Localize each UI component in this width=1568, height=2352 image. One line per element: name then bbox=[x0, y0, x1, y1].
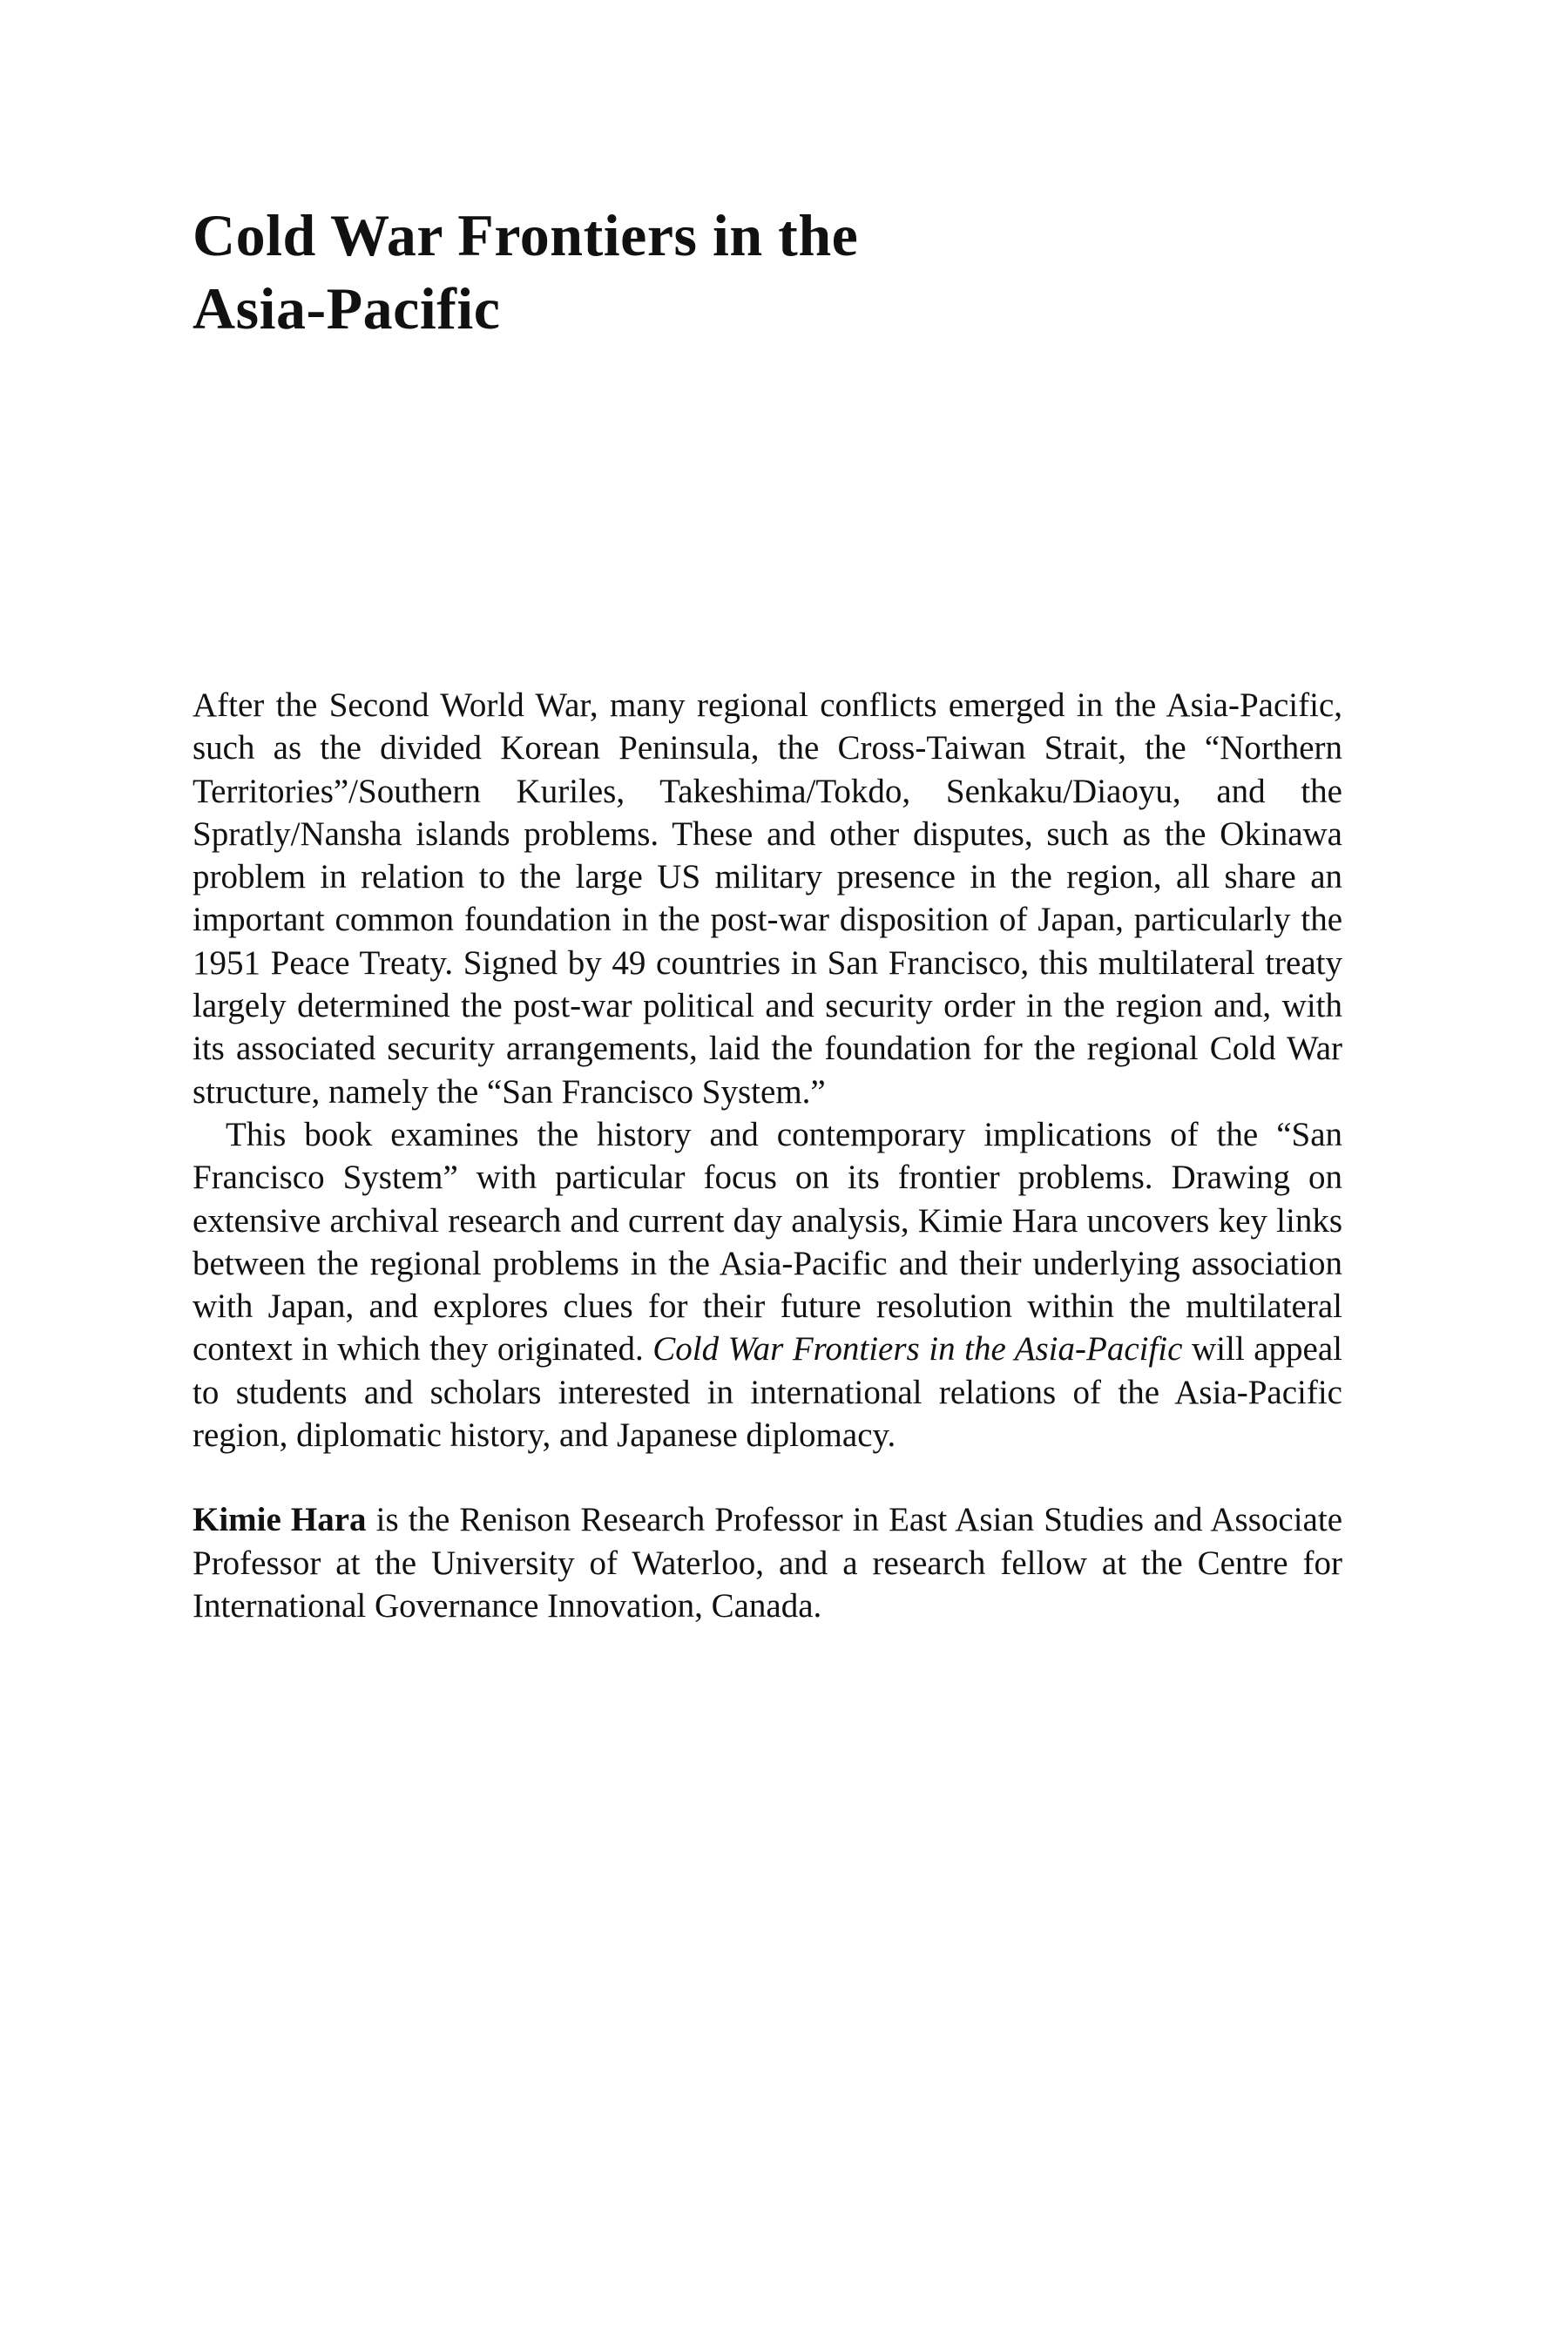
description-paragraph-1: After the Second World War, many regional conflicts emerged in the Asia-Pacific, such as the divided Korean Peninsula, the Cross-Taiwan Strait, the “Northern Territories”/Southern Kuriles, Takeshima/Tokdo, Senkaku/Diaoyu, and the Spratly/Nansha islands problems. These and other disputes, such as the Okinawa problem in relation to the large US military presence in the region, all share an important common foundation in the post-war disposition of Japan, particularly the 1951 Peace Treaty. Signed by 49 countries in San Francisco, this multilateral treaty largely determined the post-war political and security order in the region and, with its associated security arrangements, laid the foundation for the regional Cold War structure, namely the “San Francisco System.” bbox=[193, 686, 1342, 1111]
description-paragraph-2-start: This book examines the history and contemporary implications of the “San Francisco System” with particular focus on its frontier problems. Drawing on extensive archival research and current day analysis, Kimie Hara uncovers key links between the regional problems in the Asia-Pacific and their underlying association with Japan, and explores clues for their future resolution within the multilateral context in which they originated. bbox=[193, 1115, 1342, 1369]
author-name: Kimie Hara bbox=[193, 1501, 367, 1539]
description-paragraph-2 bbox=[193, 1113, 1342, 1456]
book-title bbox=[193, 199, 1342, 345]
book-title-italic: Cold War Frontiers in the Asia-Pacific bbox=[652, 1330, 1183, 1369]
author-bio-text: is the Renison Research Professor in East Asian Studies and Associate Professor at the University of Waterloo, and a research fellow at the Centre for International Governance Innovation, Canada. bbox=[193, 1501, 1343, 1625]
book-description bbox=[193, 684, 1342, 1627]
book-title-line-2: Asia-Pacific bbox=[193, 275, 501, 341]
book-title-line-1: Cold War Frontiers in the bbox=[193, 202, 859, 268]
author-bio bbox=[193, 1498, 1342, 1627]
description-paragraph-2-end: will appeal to students and scholars interested in international relations of the Asia-Pacific region, diplomatic history, and Japanese diplomacy. bbox=[193, 1330, 1343, 1455]
